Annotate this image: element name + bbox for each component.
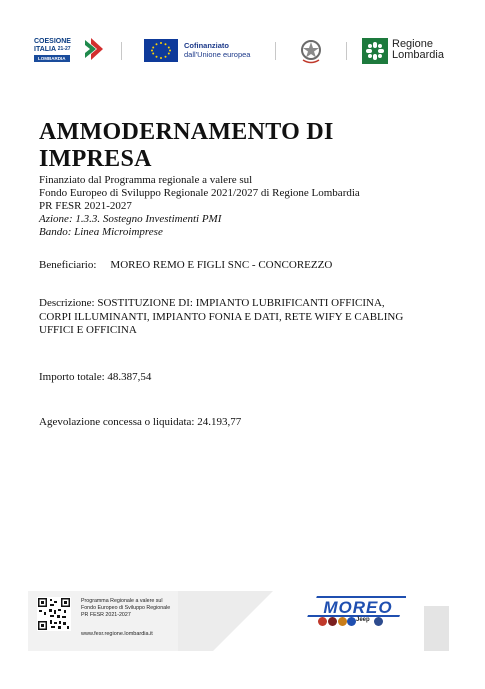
beneficiario-value: MOREO REMO E FIGLI SNC - CONCOREZZO — [110, 259, 333, 271]
footer-slant-shape — [178, 591, 308, 651]
descrizione-line-2: CORPI ILLUMINANTI, IMPIANTO FONIA E DATI, RETE WIFY E CABLING — [39, 310, 404, 323]
jeep-logo-text: Jeep — [356, 617, 370, 623]
funding-line-1: Finanziato dal Programma regionale a valere sul — [39, 174, 253, 186]
qr-code-icon[interactable] — [37, 597, 71, 631]
descrizione — [39, 297, 403, 338]
footer-line-2: Fondo Europeo di Sviluppo Regionale — [81, 605, 171, 611]
document-title: AMMODERNAMENTO DI IMPRESA — [39, 119, 334, 172]
footer-url-link[interactable]: www.fesr.regione.lombardia.it — [81, 631, 153, 637]
fiat-logo-icon — [318, 617, 327, 626]
coesione-italia-logo — [32, 36, 107, 66]
moreo-logo — [306, 593, 406, 619]
logo-divider — [275, 42, 276, 60]
agevolazione: Agevolazione concessa o liquidata: 24.193,77 — [39, 416, 242, 428]
coesione-line1: COESIONE — [34, 38, 71, 45]
coesione-years: 21-27 — [57, 46, 71, 52]
regione-lombardia-logo — [362, 36, 457, 66]
coesione-arrow-icon — [82, 36, 104, 62]
eu-flag-icon — [144, 39, 178, 62]
alfa-romeo-logo-icon — [328, 617, 337, 626]
footer — [28, 591, 453, 651]
footer-program-text — [81, 598, 170, 619]
eu-line1: Cofinanziato — [184, 41, 229, 50]
eu-logo — [144, 36, 264, 66]
beneficiario — [39, 259, 332, 273]
footer-gray-block — [424, 606, 449, 651]
funding-lines — [39, 174, 360, 239]
coesione-badge: LOMBARDIA — [34, 55, 70, 62]
eu-text — [184, 41, 250, 59]
azione-line: Azione: 1.3.3. Sostegno Investimenti PMI — [39, 213, 222, 225]
bando-line: Bando: Linea Microimprese — [39, 226, 163, 238]
funding-line-3: PR FESR 2021-2027 — [39, 200, 132, 212]
lombardia-line1: Regione — [392, 38, 433, 50]
lancia-logo-icon — [347, 617, 356, 626]
beneficiario-label: Beneficiario: — [39, 259, 97, 271]
logo-divider — [121, 42, 122, 60]
footer-line-1: Programma Regionale a valere sul — [81, 598, 163, 604]
abarth-logo-icon — [338, 617, 347, 626]
fiat-professional-logo-icon — [374, 617, 383, 626]
header-logos — [32, 36, 457, 66]
italian-republic-emblem-icon — [299, 36, 323, 66]
descrizione-line-1: Descrizione: SOSTITUZIONE DI: IMPIANTO LUBRIFICANTI OFFICINA, — [39, 297, 385, 309]
footer-line-3: PR FESR 2021-2027 — [81, 612, 131, 618]
eu-line2: dall'Unione europea — [184, 50, 251, 59]
logo-divider — [346, 42, 347, 60]
funding-line-2: Fondo Europeo di Sviluppo Regionale 2021/2027 di Regione Lombardia — [39, 187, 360, 199]
lombardia-text — [392, 39, 444, 61]
importo-totale: Importo totale: 48.387,54 — [39, 371, 152, 383]
moreo-logo-text: MOREO — [323, 598, 393, 617]
descrizione-line-3: UFFICI E OFFICINA — [39, 324, 137, 336]
coesione-line2: ITALIA $^{21-27}$ — [34, 46, 71, 53]
lombardia-line2: Lombardia — [392, 49, 444, 61]
lombardia-rose-icon — [362, 38, 388, 64]
